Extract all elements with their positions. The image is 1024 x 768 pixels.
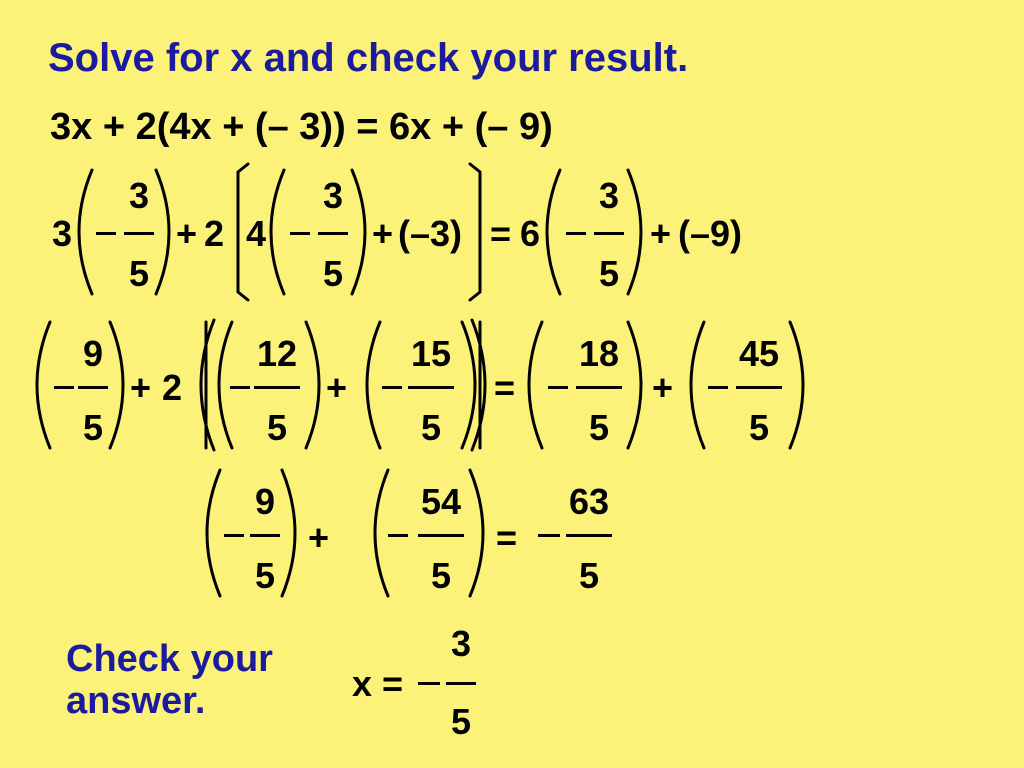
paren-r2-close-5 — [790, 322, 803, 448]
coef-3: 3 — [52, 213, 73, 254]
fraction-bar — [124, 232, 154, 235]
paren-r3-close-1 — [282, 470, 295, 596]
fraction-bar — [566, 534, 612, 537]
equation: 3x + 2(4x + (– 3)) = 6x + (– 9) — [50, 106, 553, 148]
fraction-numerator: 12 — [256, 333, 298, 374]
fraction-numerator: 3 — [128, 175, 150, 216]
answer-denominator: 5 — [450, 701, 472, 742]
minus-sign — [54, 386, 74, 389]
fraction-denominator: 5 — [322, 253, 344, 294]
minus-sign — [388, 534, 408, 537]
minus-sign — [566, 232, 586, 235]
paren-r1-open-3 — [547, 170, 560, 294]
fraction-numerator: 45 — [738, 333, 780, 374]
paren-r2-open-1 — [37, 322, 50, 448]
coef-2: 2 — [162, 367, 183, 408]
paren-r2-close-1 — [110, 322, 123, 448]
fraction-bar — [408, 386, 454, 389]
fraction-numerator: 9 — [82, 333, 104, 374]
fraction-denominator: 5 — [430, 555, 452, 596]
paren-r1-open-2 — [271, 170, 284, 294]
plus-sign: + — [652, 367, 674, 408]
fraction-numerator: 3 — [322, 175, 344, 216]
paren-r2-close-4 — [628, 322, 641, 448]
minus-sign — [230, 386, 250, 389]
fraction-bar — [318, 232, 348, 235]
plus-sign: + — [308, 517, 330, 558]
plus-sign: + — [650, 213, 672, 254]
minus-sign — [548, 386, 568, 389]
paren-r1-open-1 — [79, 170, 92, 294]
coef-2: 2 — [204, 213, 225, 254]
minus-sign — [382, 386, 402, 389]
bracket-r1-close — [470, 164, 480, 300]
coef-6: 6 — [520, 213, 541, 254]
minus-sign — [538, 534, 560, 537]
bracket-r2-open — [201, 320, 214, 450]
answer-variable: x = — [352, 663, 404, 704]
fraction-bar — [254, 386, 300, 389]
fraction-numerator: 3 — [598, 175, 620, 216]
plus-sign: + — [326, 367, 348, 408]
fraction-bar — [594, 232, 624, 235]
paren-r1-close-2 — [352, 170, 365, 294]
equals-sign: = — [490, 213, 512, 254]
minus-sign — [418, 682, 440, 685]
fraction-denominator: 5 — [420, 407, 442, 448]
equals-sign: = — [496, 517, 518, 558]
fraction-bar — [250, 534, 280, 537]
fraction-denominator: 5 — [254, 555, 276, 596]
coef-4: 4 — [246, 213, 267, 254]
paren-r2-close-2 — [306, 322, 319, 448]
answer-numerator: 3 — [450, 623, 472, 664]
plus-sign: + — [130, 367, 152, 408]
fraction-bar — [736, 386, 782, 389]
paren-r1-close-1 — [156, 170, 169, 294]
answer-fraction-bar — [446, 682, 476, 685]
fraction-numerator: 54 — [420, 481, 462, 522]
fraction-denominator: 5 — [588, 407, 610, 448]
paren-r3-open-2 — [375, 470, 388, 596]
fraction-numerator: 18 — [578, 333, 620, 374]
minus-sign — [708, 386, 728, 389]
paren-r2-open-3 — [367, 322, 380, 448]
plus-sign: + — [372, 213, 394, 254]
paren-r2-open-2 — [219, 322, 232, 448]
fraction-numerator: 9 — [254, 481, 276, 522]
paren-r2-close-3 — [462, 322, 475, 448]
fraction-denominator: 5 — [128, 253, 150, 294]
fraction-bar — [78, 386, 108, 389]
paren-r1-close-3 — [628, 170, 641, 294]
fraction-denominator: 5 — [82, 407, 104, 448]
fraction-denominator: 5 — [266, 407, 288, 448]
fraction-numerator: 63 — [568, 481, 610, 522]
paren-r2-open-5 — [691, 322, 704, 448]
fraction-numerator: 15 — [410, 333, 452, 374]
fraction-bar — [418, 534, 464, 537]
paren-r2-open-4 — [529, 322, 542, 448]
negative-nine: (–9) — [678, 213, 743, 254]
fraction-denominator: 5 — [578, 555, 600, 596]
fraction-bar — [576, 386, 622, 389]
paren-r3-close-2 — [470, 470, 483, 596]
equals-sign: = — [494, 367, 516, 408]
plus-sign: + — [176, 213, 198, 254]
paren-r3-open-1 — [207, 470, 220, 596]
minus-sign — [290, 232, 310, 235]
fraction-denominator: 5 — [748, 407, 770, 448]
minus-sign — [96, 232, 116, 235]
fraction-denominator: 5 — [598, 253, 620, 294]
negative-three: (–3) — [398, 213, 463, 254]
check-label: Check your answer. — [66, 638, 273, 722]
minus-sign — [224, 534, 244, 537]
page-title: Solve for x and check your result. — [48, 36, 689, 80]
